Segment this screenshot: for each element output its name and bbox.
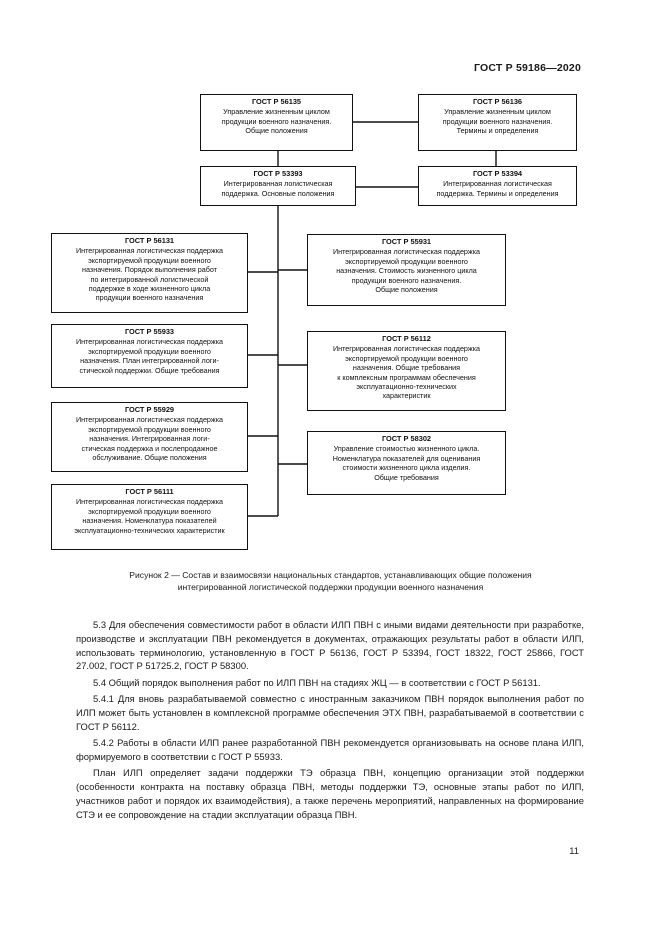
caption-line-2: интегрированной логистической поддержки продукции военного назначения bbox=[177, 582, 484, 592]
box-gost-56135: ГОСТ Р 56135 Управление жизненным циклом продукции военного назначения. Общие положения bbox=[200, 94, 353, 151]
box-code: ГОСТ Р 56111 bbox=[125, 487, 174, 496]
box-code: ГОСТ Р 56135 bbox=[251, 97, 302, 106]
paragraph: 5.4 Общий порядок выполнения работ по ИЛП ПВН на стадиях ЖЦ — в соответствии с ГОСТ Р 56131. bbox=[93, 676, 541, 688]
box-gost-55929: ГОСТ Р 55929 Интегрированная логистическая поддержка экспортируемой продукции военного назначения. Интегрированная логи- стическая поддержка и послепродажное обслуживание. Общие положения bbox=[51, 402, 248, 472]
box-gost-56131: ГОСТ Р 56131 Интегрированная логистическая поддержка экспортируемой продукции военного назначения. Порядок выполнения работ по интегрированной логистической поддержке в ходе жизненного цикла продукции военного назначения bbox=[51, 233, 248, 313]
page-number: 11 bbox=[569, 845, 579, 856]
paragraph: 5.3 Для обеспечения совместимости работ в области ИЛП ПВН с иными видами деятельности при разработке, производстве и эксплуатации ПВН рекомендуется в документах, отражающих результаты работ в области ИЛП, использовать терминологию, установленную в ГОСТ Р 56136, ГОСТ Р 53394, ГОСТ 18322, ГОСТ 25866, ГОСТ 27.002, ГОСТ Р 51725.2, ГОСТ Р 58300. bbox=[76, 619, 584, 672]
paragraph: 5.4.1 Для вновь разрабатываемой совместно с иностранным заказчиком ПВН порядок выполнения работ по ИЛП может быть установлен в комплексной программе обеспечения ЭТХ ПВН, разрабатываемой в соответствии с ГОСТ Р 56112. bbox=[76, 693, 584, 732]
caption-line-1: Рисунок 2 — Состав и взаимосвязи национальных стандартов, устанавливающих общие положения bbox=[129, 570, 532, 580]
paragraph: План ИЛП определяет задачи поддержки ТЭ образца ПВН, концепцию организации этой поддержки (особенности контракта на поставку образца ПВН, методы поддержки ТЭ, основные этапы работ по ИЛП, участников работ и порядок их взаимодействия), а также перечень мероприятий, направленных на формирование СТЭ и ее сопровождение на стадии эксплуатации образца ПВН. bbox=[76, 767, 584, 820]
box-gost-56111: ГОСТ Р 56111 Интегрированная логистическая поддержка экспортируемой продукции военного назначения. Номенклатура показателей эксплуатационно-технических характеристик bbox=[51, 484, 248, 550]
box-code: ГОСТ Р 53393 bbox=[253, 169, 303, 178]
box-code: ГОСТ Р 55933 bbox=[124, 327, 175, 336]
box-code: ГОСТ Р 55931 bbox=[381, 237, 432, 246]
box-gost-55933: ГОСТ Р 55933 Интегрированная логистическая поддержка экспортируемой продукции военного назначения. План интегрированной логи- стической поддержки. Общие требования bbox=[51, 324, 248, 388]
box-code: ГОСТ Р 56136 bbox=[472, 97, 523, 106]
box-gost-55931: ГОСТ Р 55931 Интегрированная логистическая поддержка экспортируемой продукции военного назначения. Стоимость жизненного цикла продукции военного назначения. Общие положения bbox=[307, 234, 506, 306]
paragraph: 5.4.2 Работы в области ИЛП ранее разработанной ПВН рекомендуется организовывать на основе плана ИЛП, формируемого в соответствии с ГОСТ Р 55933. bbox=[76, 737, 584, 762]
box-gost-53393: ГОСТ Р 53393 Интегрированная логистическая поддержка. Основные положения bbox=[200, 166, 356, 206]
box-code: ГОСТ Р 55929 bbox=[124, 405, 175, 414]
box-gost-58302: ГОСТ Р 58302 Управление стоимостью жизненного цикла. Номенклатура показателей для оценивания стоимости жизненного цикла изделия. Общие требования bbox=[307, 431, 506, 495]
box-code: ГОСТ Р 53394 bbox=[472, 169, 523, 178]
box-code: ГОСТ Р 56131 bbox=[124, 236, 175, 245]
box-code: ГОСТ Р 56112 bbox=[382, 334, 431, 343]
body-text bbox=[76, 618, 584, 824]
box-code: ГОСТ Р 58302 bbox=[381, 434, 432, 443]
figure-caption bbox=[60, 569, 601, 593]
document-header: ГОСТ Р 59186—2020 bbox=[473, 62, 581, 74]
box-gost-56136: ГОСТ Р 56136 Управление жизненным циклом продукции военного назначения. Термины и определения bbox=[418, 94, 577, 151]
box-gost-53394: ГОСТ Р 53394 Интегрированная логистическая поддержка. Термины и определения bbox=[418, 166, 577, 206]
box-gost-56112: ГОСТ Р 56112 Интегрированная логистическая поддержка экспортируемой продукции военного назначения. Общие требования к комплексным программам обеспечения эксплуатационно-технических характеристик bbox=[307, 331, 506, 411]
